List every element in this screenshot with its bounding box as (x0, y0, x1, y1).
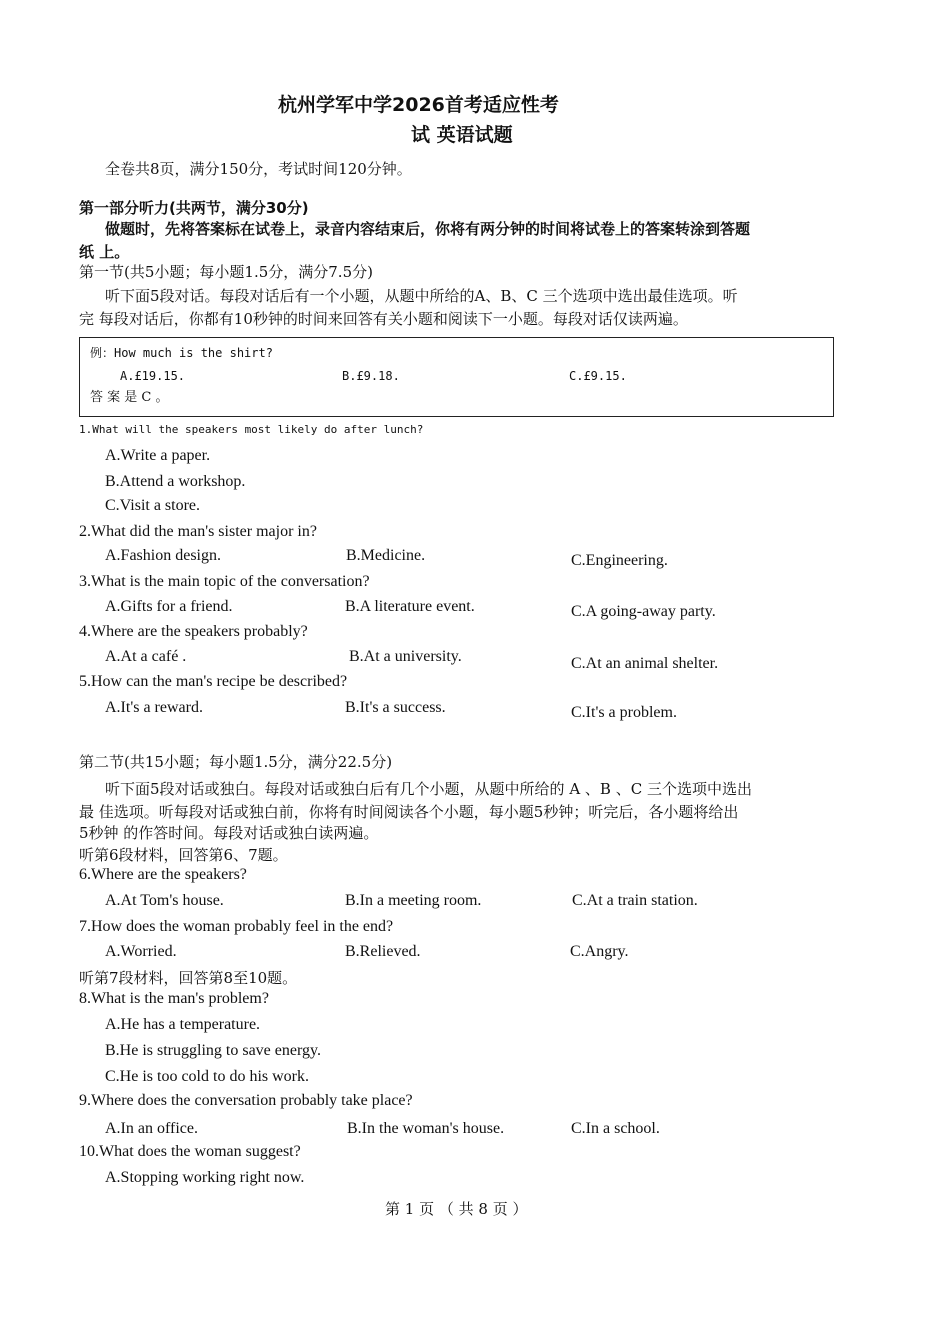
q7-stem: 7.How does the woman probably feel in the end? (79, 918, 394, 935)
material6-note: 听第6段材料，回答第6、7题。 (79, 846, 288, 864)
q1-option-c: C.Visit a store. (105, 497, 201, 514)
q5-option-a: A.It's a reward. (105, 699, 203, 716)
q4-option-b: B.At a university. (349, 648, 462, 665)
q2-option-a: A.Fashion design. (105, 547, 221, 564)
q8-option-b: B.He is struggling to save energy. (105, 1042, 321, 1059)
example-option-c: C.£9.15. (569, 369, 627, 383)
q1-stem: 1.What will the speakers most likely do after lunch? (79, 423, 424, 436)
section2-directions-line3: 5秒钟 的作答时间。每段对话或独白读两遍。 (79, 824, 379, 842)
q1-option-b: B.Attend a workshop. (105, 473, 246, 490)
q2-option-b: B.Medicine. (346, 547, 426, 564)
q7-option-b: B.Relieved. (345, 943, 421, 960)
q5-stem: 5.How can the man's recipe be described? (79, 673, 348, 690)
q4-option-a: A.At a café . (105, 648, 187, 665)
q4-stem: 4.Where are the speakers probably? (79, 623, 308, 640)
q9-option-b: B.In the woman's house. (347, 1120, 505, 1137)
q5-option-b: B.It's a success. (345, 699, 446, 716)
q10-option-a: A.Stopping working right now. (105, 1169, 305, 1186)
section2-directions-line2: 最 佳选项。听每段对话或独白前，你将有时间阅读各个小题，每小题5秒钟；听完后，各小题将给出 (79, 803, 739, 821)
q3-stem: 3.What is the main topic of the conversation? (79, 573, 370, 590)
q8-stem: 8.What is the man's problem? (79, 990, 269, 1007)
q6-stem: 6.Where are the speakers? (79, 866, 247, 883)
q3-option-c: C.A going-away party. (571, 603, 716, 620)
example-option-a: A.£19.15. (120, 369, 186, 383)
section1-directions-line1: 听下面5段对话。每段对话后有一个小题，从题中所给的A、B、C 三个选项中选出最佳选项。听 (105, 287, 738, 305)
page-number: 第 1 页 （ 共 8 页 ） (385, 1200, 528, 1218)
q9-option-a: A.In an office. (105, 1120, 198, 1137)
page-title-line1: 杭州学军中学2026首考适应性考 (278, 94, 559, 116)
q9-option-c: C.In a school. (571, 1120, 660, 1137)
example-option-b: B.£9.18. (342, 369, 400, 383)
q6-option-a: A.At Tom's house. (105, 892, 224, 909)
q7-option-c: C.Angry. (570, 943, 629, 960)
q5-option-c: C.It's a problem. (571, 704, 677, 721)
material7-note: 听第7段材料，回答第8至10题。 (79, 969, 298, 987)
example-answer: 答 案 是 C 。 (90, 390, 169, 405)
page-title-line2: 试 英语试题 (411, 124, 513, 146)
q8-option-c: C.He is too cold to do his work. (105, 1068, 309, 1085)
q6-option-b: B.In a meeting room. (345, 892, 482, 909)
q7-option-a: A.Worried. (105, 943, 177, 960)
example-question: 例：How much is the shirt? (90, 346, 273, 360)
q8-option-a: A.He has a temperature. (105, 1016, 261, 1033)
q3-option-b: B.A literature event. (345, 598, 475, 615)
section2-heading: 第二节(共15小题；每小题1.5分，满分22.5分) (79, 753, 393, 771)
q4-option-c: C.At an animal shelter. (571, 655, 719, 672)
part1-instruction-line1: 做题时，先将答案标在试卷上，录音内容结束后，你将有两分钟的时间将试卷上的答案转涂到答题 (105, 220, 751, 238)
q6-option-c: C.At a train station. (572, 892, 698, 909)
q9-stem: 9.Where does the conversation probably take place? (79, 1092, 413, 1109)
section1-heading: 第一节(共5小题；每小题1.5分，满分7.5分) (79, 263, 373, 281)
part1-heading: 第一部分听力(共两节，满分30分) (79, 199, 309, 217)
q2-stem: 2.What did the man's sister major in? (79, 523, 317, 540)
q3-option-a: A.Gifts for a friend. (105, 598, 233, 615)
exam-intro: 全卷共8页，满分150分，考试时间120分钟。 (105, 160, 412, 178)
part1-instruction-line2: 纸 上。 (79, 243, 130, 261)
q2-option-c: C.Engineering. (571, 552, 668, 569)
q1-option-a: A.Write a paper. (105, 447, 211, 464)
q10-stem: 10.What does the woman suggest? (79, 1143, 301, 1160)
section1-directions-line2: 完 每段对话后，你都有10秒钟的时间来回答有关小题和阅读下一小题。每段对话仅读两遍。 (79, 310, 688, 328)
section2-directions-line1: 听下面5段对话或独白。每段对话或独白后有几个小题，从题中所给的 A 、B 、C 三个选项中选出 (105, 780, 752, 798)
